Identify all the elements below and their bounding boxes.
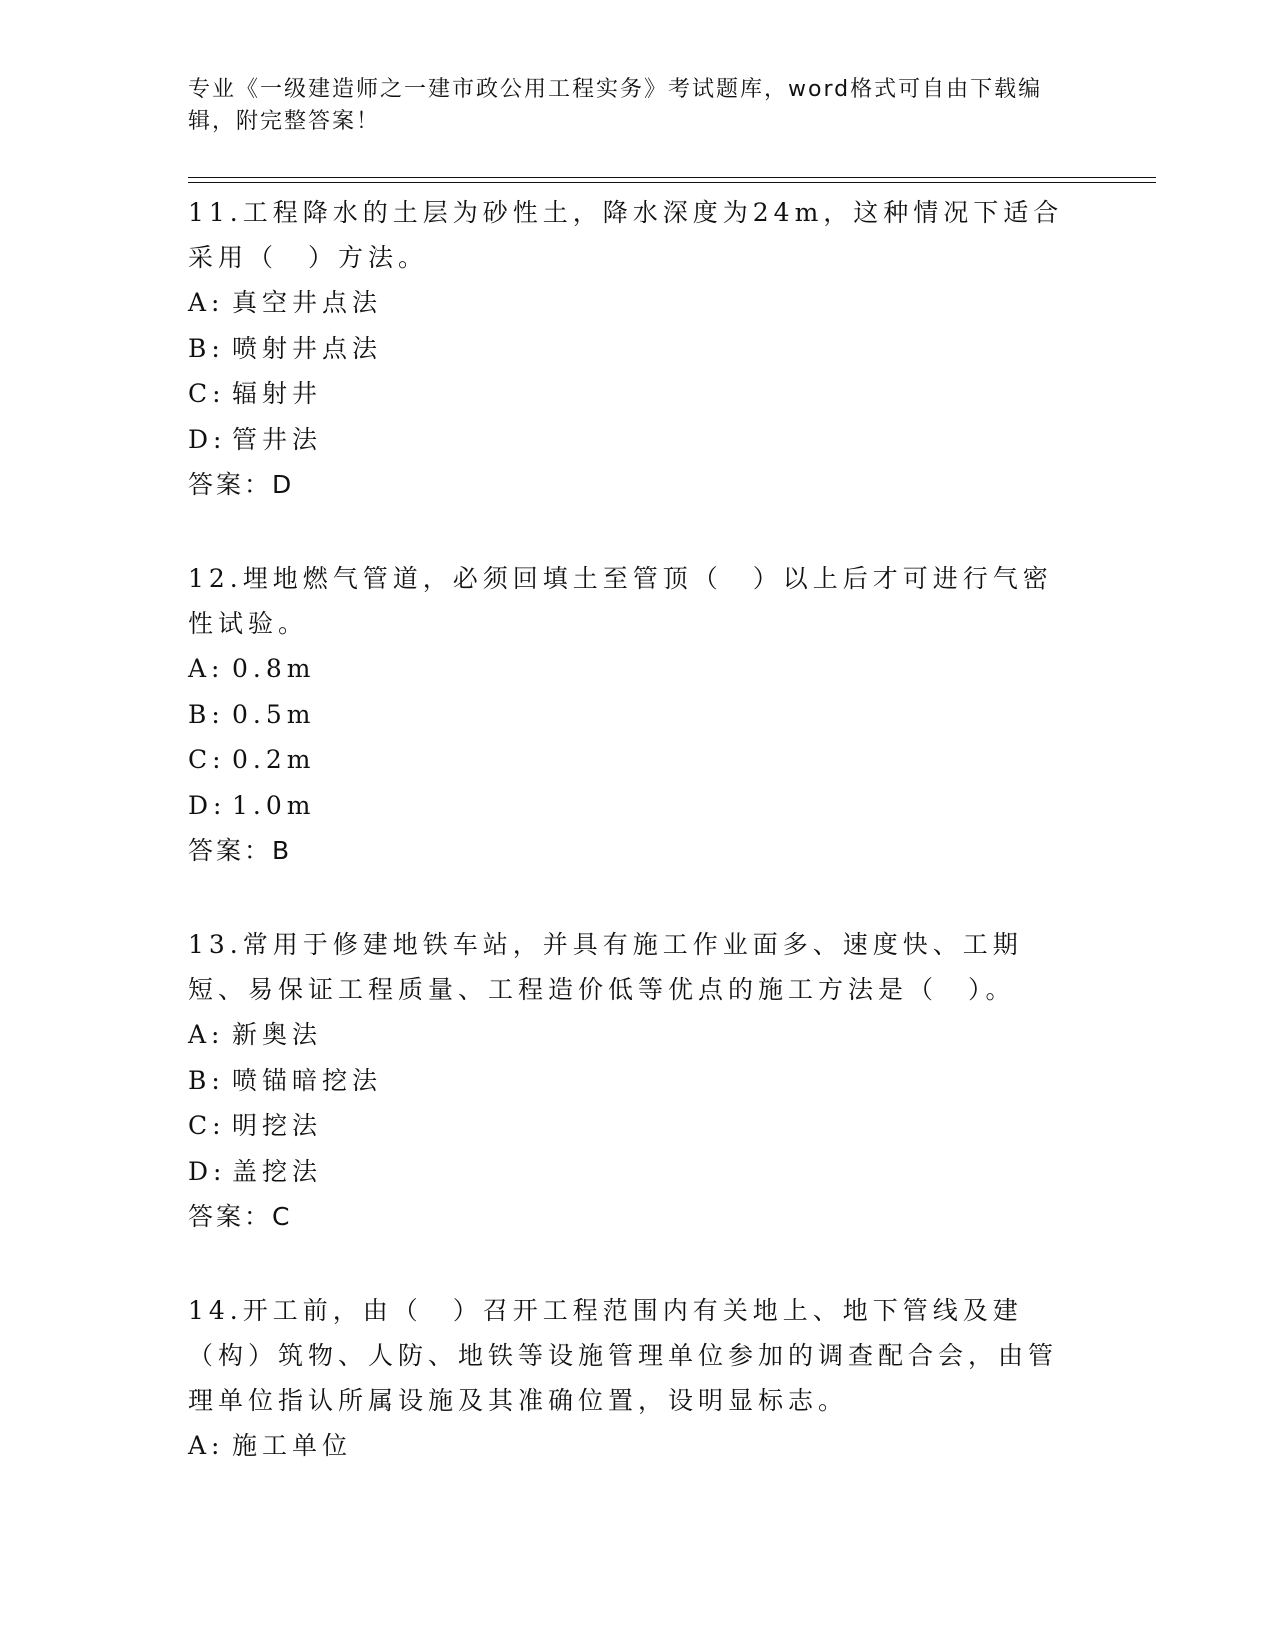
option-b (188, 326, 1068, 372)
option-a (188, 1012, 1068, 1058)
option-d (188, 783, 1068, 829)
option-a (188, 1423, 1068, 1469)
option-a (188, 280, 1068, 326)
option-text: 管井法 (232, 424, 323, 454)
option-letter: C: (188, 1111, 226, 1140)
option-letter: D: (188, 424, 227, 454)
option-a (188, 646, 1068, 692)
option-letter: B: (188, 333, 225, 363)
option-b (188, 1058, 1068, 1104)
option-letter: A: (188, 654, 225, 683)
header-rule-top (188, 177, 1156, 178)
answer-line: 答案：B (188, 836, 293, 865)
option-letter: B: (188, 1065, 225, 1095)
option-text: 1.0m (232, 790, 316, 820)
question-text: 12.埋地燃气管道，必须回填土至管顶（ ）以上后才可进行气密性试验。 (188, 564, 1053, 638)
option-letter: C: (188, 379, 226, 408)
option-letter: D: (188, 790, 227, 820)
question-11 (188, 190, 1068, 508)
question-text: 13.常用于修建地铁车站，并具有施工作业面多、速度快、工期短、易保证工程质量、工程造价低等优点的施工方法是（ ）。 (188, 930, 1023, 1004)
option-d (188, 417, 1068, 463)
option-text: 盖挖法 (232, 1156, 323, 1186)
option-text: 0.5m (232, 699, 316, 729)
answer-line: 答案：D (188, 470, 295, 499)
question-text: 14.开工前，由（ ）召开工程范围内有关地上、地下管线及建（构）筑物、人防、地铁等设施管理单位参加的调查配合会，由管理单位指认所属设施及其准确位置，设明显标志。 (188, 1296, 1059, 1415)
option-letter: A: (188, 1020, 225, 1049)
question-13 (188, 922, 1068, 1240)
option-text: 施工单位 (232, 1431, 353, 1460)
option-b (188, 692, 1068, 738)
option-letter: C: (188, 745, 226, 774)
answer-line: 答案：C (188, 1202, 293, 1231)
option-text: 0.2m (232, 745, 316, 774)
option-c (188, 737, 1068, 783)
option-text: 明挖法 (232, 1111, 323, 1140)
option-text: 喷射井点法 (232, 333, 383, 363)
document-header: 专业《一级建造师之一建市政公用工程实务》考试题库，word格式可自由下载编辑，附完整答案！ (188, 77, 1043, 134)
option-d (188, 1149, 1068, 1195)
option-text: 辐射井 (232, 379, 323, 408)
option-letter: A: (188, 1431, 225, 1460)
question-list (188, 190, 1068, 1517)
question-text: 11.工程降水的土层为砂性土，降水深度为24m，这种情况下适合采用（ ）方法。 (188, 198, 1064, 272)
option-letter: A: (188, 288, 225, 317)
header-rule-bottom (188, 182, 1156, 183)
option-c (188, 371, 1068, 417)
option-text: 新奥法 (232, 1020, 323, 1049)
option-text: 喷锚暗挖法 (232, 1065, 383, 1095)
question-12 (188, 556, 1068, 874)
question-14 (188, 1288, 1068, 1469)
option-c (188, 1103, 1068, 1149)
option-text: 0.8m (232, 654, 316, 683)
option-letter: D: (188, 1156, 227, 1186)
option-text: 真空井点法 (232, 288, 383, 317)
option-letter: B: (188, 699, 225, 729)
